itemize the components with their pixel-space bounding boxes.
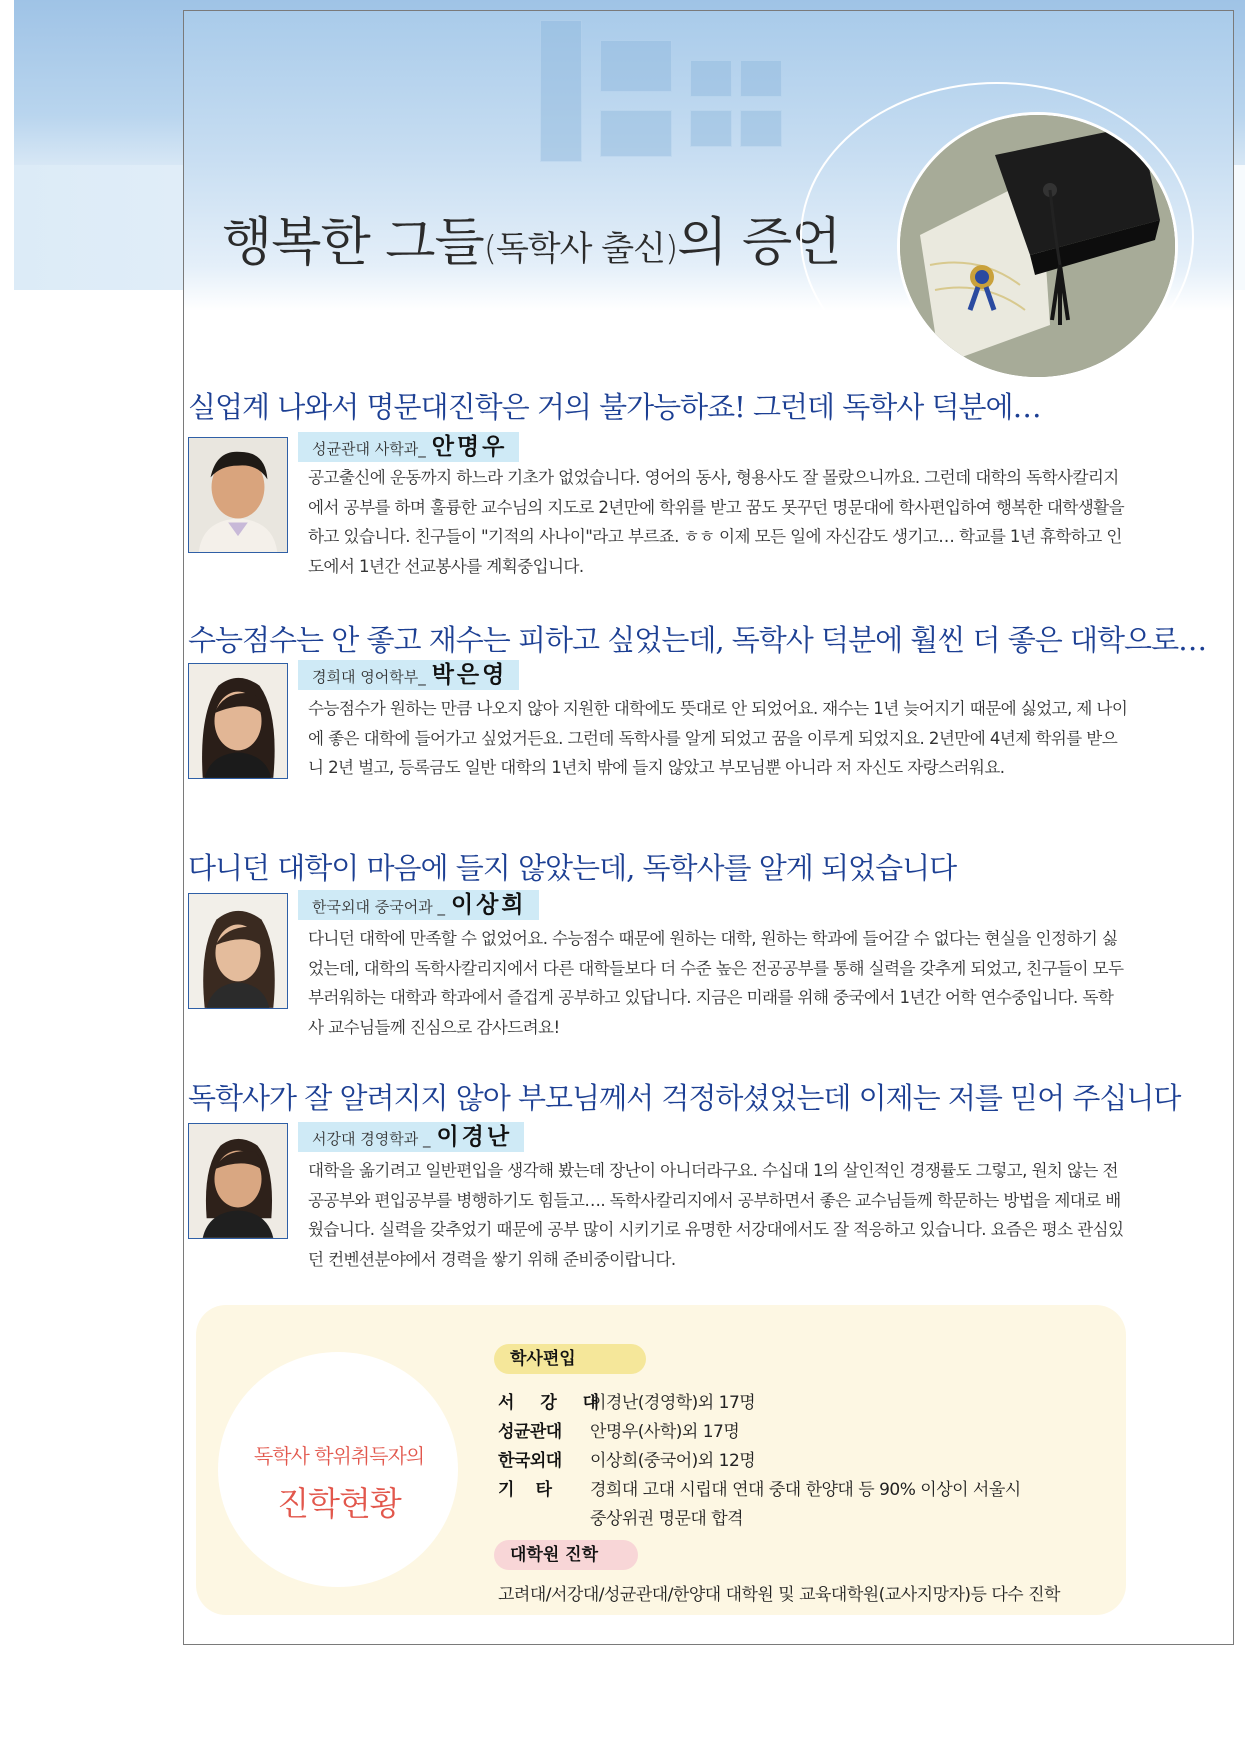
status-caption-line-2: 진학현황 bbox=[277, 1484, 401, 1523]
transfer-label-badge: 학사편입 bbox=[494, 1344, 646, 1374]
title-part-2: 의 증언 bbox=[677, 213, 841, 273]
testimonial-4-body: 대학을 옮기려고 일반편입을 생각해 봤는데 장난이 아니더라구요. 수십대 1의 살인적인 경쟁률도 그렇고, 원치 않는 전공공부와 편입공부를 병행하기도 힘들고…. 독학사칼리지에서 공부하면서 좋은 교수님들께 학문하는 방법을 제대로 배웠습니다. 실력을 갖추었기 때문에 공부 많이 시키기로 유명한 서강대에서도 잘 적응하고 있습니다. 요즘은 평소 관심있던 컨벤션분야에서 경력을 쌓기 위해 준비중이랍니다. bbox=[308, 1161, 1124, 1269]
testimonial-3-body: 다니던 대학에 만족할 수 없었어요. 수능점수 때문에 원하는 대학, 원하는 학과에 들어갈 수 없다는 현실을 인정하기 싫었는데, 대학의 독학사칼리지에서 다른 대학들보다 더 수준 높은 전공공부를 통해 실력을 갖추게 되었고, 친구들이 모두 부러워하는 대학과 학과에서 즐겁게 공부하고 있답니다. 지금은 미래를 위해 중국에서 1년간 어학 연수중입니다. 독학사 교수님들께 진심으로 감사드려요! bbox=[308, 929, 1124, 1037]
person-portrait-icon bbox=[189, 894, 287, 1008]
transfer-row bbox=[498, 1475, 1021, 1500]
person-portrait-icon bbox=[189, 664, 287, 778]
status-caption-circle bbox=[218, 1352, 458, 1587]
testimonial-2-title: 수능점수는 안 좋고 재수는 피하고 싶었는데, 독학사 덕분에 훨씬 더 좋은 대학으로… bbox=[188, 623, 1207, 657]
transfer-row-school: 기 타 bbox=[498, 1480, 552, 1500]
transfer-row-detail: 중상위권 명문대 합격 bbox=[590, 1509, 744, 1529]
testimonial-1-name: 안명우 bbox=[431, 434, 508, 460]
person-portrait-icon bbox=[189, 1124, 287, 1238]
testimonial-2-name: 박은영 bbox=[431, 662, 508, 688]
transfer-row bbox=[498, 1446, 755, 1471]
testimonial-2-body: 수능점수가 원하는 만큼 나오지 않아 지원한 대학에도 뜻대로 안 되었어요. 재수는 1년 늦어지기 때문에 싫었고, 제 나이에 좋은 대학에 들어가고 싶었거든요. 그런데 독학사를 알게 되었고 꿈을 이루게 되었지요. 2년만에 4년제 학위를 받으니 2년 벌고, 등록금도 일반 대학의 1년치 밖에 들지 않았고 부모님뿐 아니라 저 자신도 자랑스러워요. bbox=[308, 699, 1128, 777]
transfer-row-detail: 이상희(중국어)외 12명 bbox=[590, 1451, 756, 1471]
testimonial-2-school: 경희대 영어학부_ bbox=[312, 668, 426, 686]
transfer-row-detail: 경희대 고대 시립대 연대 중대 한양대 등 90% 이상이 서울시 bbox=[590, 1480, 1021, 1500]
testimonial-4-name-tag bbox=[298, 1122, 524, 1152]
title-part-1: 행복한 그들 bbox=[222, 213, 484, 273]
testimonial-1-title: 실업계 나와서 명문대진학은 거의 불가능하죠! 그런데 독학사 덕분에… bbox=[188, 390, 1041, 424]
testimonial-3-school: 한국외대 중국어과 _ bbox=[312, 898, 445, 916]
status-caption-line-1: 독학사 학위취득자의 bbox=[253, 1444, 425, 1468]
person-portrait-icon bbox=[189, 438, 287, 552]
graduation-cap-icon bbox=[900, 115, 1175, 377]
page-title bbox=[222, 200, 841, 275]
testimonial-1-body: 공고출신에 운동까지 하느라 기초가 없었습니다. 영어의 동사, 형용사도 잘 몰랐으니까요. 그런데 대학의 독학사칼리지에서 공부를 하며 훌륭한 교수님의 지도로 2년만에 학위를 받고 꿈도 못꾸던 명문대에 학사편입하여 행복한 대학생활을 하고 있습니다. 친구들이 "기적의 사나이"라고 부르죠. ㅎㅎ 이제 모든 일에 자신감도 생기고… 학교를 1년 휴학하고 인도에서 1년간 선교봉사를 계획중입니다. bbox=[308, 468, 1125, 576]
testimonial-1-name-tag bbox=[298, 432, 519, 462]
testimonial-4-title: 독학사가 잘 알려지지 않아 부모님께서 걱정하셨었는데 이제는 저를 믿어 주십니다 bbox=[188, 1081, 1181, 1115]
transfer-row-school: 서 강 대 bbox=[498, 1393, 610, 1413]
testimonial-2-name-tag bbox=[298, 660, 519, 690]
transfer-row bbox=[498, 1388, 755, 1413]
testimonial-2-photo bbox=[188, 663, 288, 779]
testimonial-1-school: 성균관대 사학과_ bbox=[312, 440, 426, 458]
testimonial-3-name-tag bbox=[298, 890, 539, 920]
testimonial-1-photo bbox=[188, 437, 288, 553]
transfer-row-detail: 안명우(사학)외 17명 bbox=[590, 1422, 740, 1442]
graduation-cap-photo bbox=[897, 112, 1178, 380]
transfer-row bbox=[498, 1417, 739, 1442]
transfer-row bbox=[498, 1504, 743, 1529]
grad-school-text: 고려대/서강대/성균관대/한양대 대학원 및 교육대학원(교사지망자)등 다수 진학 bbox=[498, 1585, 1060, 1605]
transfer-row-detail: 이경난(경영학)외 17명 bbox=[590, 1393, 756, 1413]
testimonial-4-photo bbox=[188, 1123, 288, 1239]
title-subtitle: (독학사 출신) bbox=[483, 229, 678, 269]
testimonial-3-photo bbox=[188, 893, 288, 1009]
testimonial-3-name: 이상희 bbox=[450, 892, 527, 918]
testimonial-4-school: 서강대 경영학과 _ bbox=[312, 1130, 431, 1148]
transfer-row-school: 한국외대 bbox=[498, 1451, 562, 1471]
transfer-row-school: 성균관대 bbox=[498, 1422, 562, 1442]
testimonial-3-title: 다니던 대학이 마음에 들지 않았는데, 독학사를 알게 되었습니다 bbox=[188, 851, 957, 885]
testimonial-4-name: 이경난 bbox=[436, 1124, 513, 1150]
grad-label-badge: 대학원 진학 bbox=[494, 1540, 638, 1570]
